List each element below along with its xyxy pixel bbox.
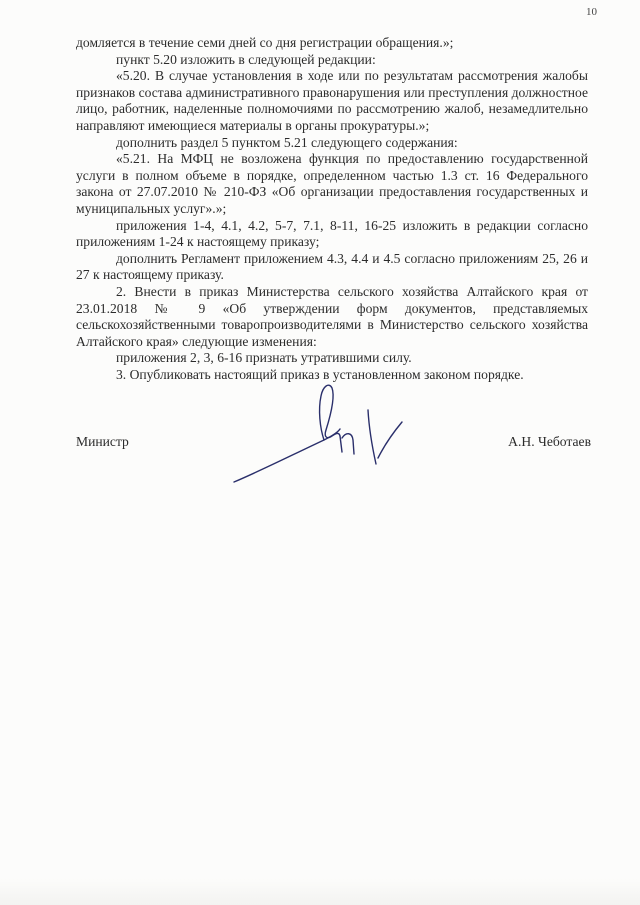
- page-bottom-edge: [0, 878, 640, 905]
- paragraph: 2. Внести в приказ Министерства сельского хозяйства Алтайского края от 23.01.2018 № 9 «Об утверждении форм документов, представляемых сельскохозяйственными товаропроизводителями в Министерство сельского хозяйства Алтайского края» следующие изменения:: [76, 283, 588, 349]
- paragraph: 3. Опубликовать настоящий приказ в установленном законом порядке.: [116, 366, 524, 382]
- signatory-name: А.Н. Чеботаев: [508, 434, 591, 449]
- paragraph: дополнить Регламент приложением 4.3, 4.4 и 4.5 согласно приложениям 25, 26 и 27 к настоящему приказу.: [76, 250, 588, 283]
- paragraph: «5.21. На МФЦ не возложена функция по предоставлению государственной услуги в полном объеме в порядке, определенном частью 1.3 ст. 16 Федерального закона от 27.07.2010 № 210-ФЗ «Об организации предоставления государственных и муниципальных услуг».»;: [76, 151, 588, 216]
- page-number: 10: [586, 6, 597, 18]
- document-body: [76, 35, 588, 383]
- handwritten-signature: [228, 380, 408, 490]
- paragraph: приложения 1-4, 4.1, 4.2, 5-7, 7.1, 8-11, 16-25 изложить в редакции согласно приложениям 1-24 к настоящему приказу;: [76, 217, 588, 250]
- paragraph: приложения 2, 3, 6-16 признать утратившими силу.: [116, 350, 412, 366]
- paragraph: пункт 5.20 изложить в следующей редакции:: [116, 51, 376, 67]
- paragraph: дополнить раздел 5 пунктом 5.21 следующего содержания:: [116, 134, 458, 150]
- paragraph: «5.20. В случае установления в ходе или по результатам рассмотрения жалобы признаков состава административного правонарушения или преступления должностное лицо, работник, наделенные полномочиями по рассмотрению жалоб, незамедлительно направляют имеющиеся материалы в органы прокуратуры.»;: [76, 68, 588, 133]
- signatory-position: Министр: [76, 434, 129, 449]
- paragraph: домляется в течение семи дней со дня регистрации обращения.»;: [76, 35, 454, 50]
